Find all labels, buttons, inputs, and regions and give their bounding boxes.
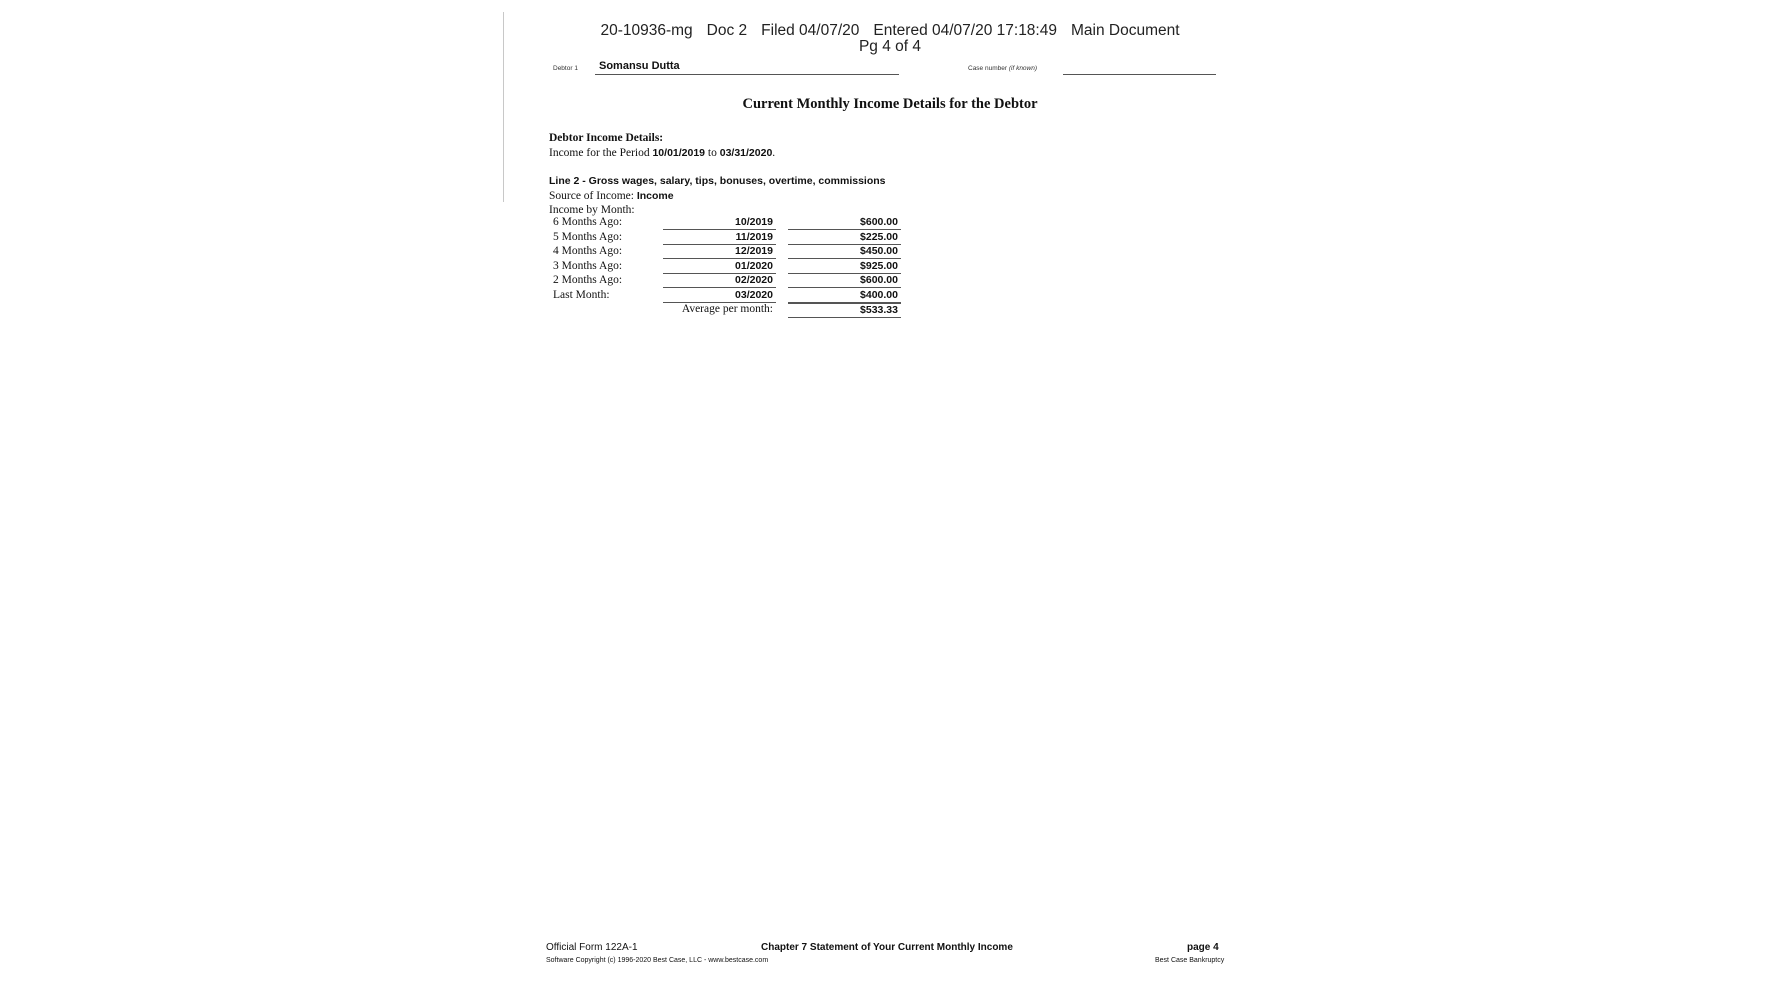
month-date-text: 02/2020 bbox=[735, 274, 773, 286]
average-row bbox=[549, 303, 909, 318]
month-amount-field bbox=[788, 216, 901, 230]
source-label: Source of Income: bbox=[549, 189, 634, 202]
filing-header-line bbox=[580, 23, 1200, 39]
footer-title: Chapter 7 Statement of Your Current Monthly Income bbox=[761, 942, 1013, 953]
month-date-text: 10/2019 bbox=[735, 216, 773, 228]
average-label-text: Average per month: bbox=[681, 303, 773, 315]
month-amount-field bbox=[788, 289, 901, 303]
month-date-text: 03/2020 bbox=[735, 288, 773, 301]
doc-number-text: Doc 2 bbox=[706, 22, 748, 39]
debtor-name-field: Somansu Dutta bbox=[595, 60, 899, 75]
average-label bbox=[663, 303, 776, 315]
month-label: 6 Months Ago: bbox=[553, 216, 623, 228]
month-label: 4 Months Ago: bbox=[553, 245, 623, 257]
footer-copyright: Software Copyright (c) 1996-2020 Best Case, LLC - www.bestcase.com bbox=[546, 957, 769, 964]
month-amount-field bbox=[788, 231, 901, 245]
month-date-field bbox=[663, 231, 776, 245]
month-amount-text: $400.00 bbox=[860, 288, 898, 301]
table-row bbox=[549, 245, 909, 260]
month-label: Last Month: bbox=[553, 288, 610, 301]
month-amount-text: $925.00 bbox=[860, 259, 898, 272]
income-period-line bbox=[549, 146, 775, 161]
income-details-heading: Debtor Income Details: bbox=[549, 132, 664, 144]
case-number-text: 20-10936-mg bbox=[600, 22, 693, 39]
period-prefix: Income for the Period bbox=[549, 146, 650, 159]
table-row bbox=[549, 289, 909, 304]
line2-section bbox=[549, 174, 886, 218]
income-by-month-label: Income by Month: bbox=[549, 204, 635, 216]
month-date-text: 11/2019 bbox=[735, 230, 773, 243]
average-amount-field bbox=[788, 303, 901, 318]
document-title: Current Monthly Income Details for the Debtor bbox=[742, 96, 1038, 112]
month-amount-field bbox=[788, 274, 901, 288]
page-count-text: Pg 4 of 4 bbox=[858, 38, 922, 55]
month-label: 3 Months Ago: bbox=[553, 259, 623, 272]
month-label: 2 Months Ago: bbox=[553, 274, 623, 286]
filed-date-text: Filed 04/07/20 bbox=[761, 22, 860, 39]
month-amount-text: $450.00 bbox=[860, 245, 898, 257]
debtor-label: Debtor 1 bbox=[553, 65, 578, 72]
month-amount-text: $600.00 bbox=[860, 274, 898, 286]
month-date-field bbox=[663, 245, 776, 259]
average-amount-text: $533.33 bbox=[860, 304, 898, 316]
case-number-label-text: Case number bbox=[968, 65, 1008, 72]
income-by-month-table bbox=[549, 216, 909, 318]
month-amount-field bbox=[788, 245, 901, 259]
footer-brand: Best Case Bankruptcy bbox=[1155, 957, 1225, 964]
case-number-label bbox=[968, 65, 1037, 72]
month-date-field bbox=[663, 216, 776, 230]
month-amount-text: $600.00 bbox=[860, 216, 898, 228]
table-row bbox=[549, 216, 909, 231]
source-value: Income bbox=[636, 189, 674, 202]
month-amount-text: $225.00 bbox=[860, 230, 898, 243]
month-date-field bbox=[663, 260, 776, 274]
line2-title: Line 2 - Gross wages, salary, tips, bonuses, overtime, commissions bbox=[549, 175, 886, 187]
document-type-text: Main Document bbox=[1070, 22, 1180, 39]
income-details-section bbox=[549, 131, 775, 160]
footer-page-number: page 4 bbox=[1187, 942, 1219, 953]
filing-header bbox=[580, 23, 1200, 55]
table-row bbox=[549, 274, 909, 289]
month-amount-field bbox=[788, 260, 901, 274]
case-number-field bbox=[1063, 60, 1216, 75]
month-date-text: 01/2020 bbox=[735, 259, 773, 272]
table-row bbox=[549, 260, 909, 275]
footer-form-number: Official Form 122A-1 bbox=[546, 942, 638, 953]
month-date-text: 12/2019 bbox=[735, 245, 773, 257]
period-start: 10/01/2019 bbox=[652, 146, 706, 159]
table-row bbox=[549, 231, 909, 246]
month-date-field bbox=[663, 289, 776, 303]
period-to: to bbox=[707, 146, 717, 159]
page-footer bbox=[546, 942, 1232, 972]
period-suffix: . bbox=[772, 146, 776, 159]
case-number-label-note: (if known) bbox=[1008, 65, 1038, 72]
income-source-line bbox=[549, 189, 886, 204]
month-date-field bbox=[663, 274, 776, 288]
month-label: 5 Months Ago: bbox=[553, 230, 623, 243]
margin-rule bbox=[503, 12, 504, 202]
period-end: 03/31/2020 bbox=[719, 146, 773, 159]
debtor-line bbox=[553, 60, 1213, 76]
entered-date-text: Entered 04/07/20 17:18:49 bbox=[873, 22, 1057, 39]
